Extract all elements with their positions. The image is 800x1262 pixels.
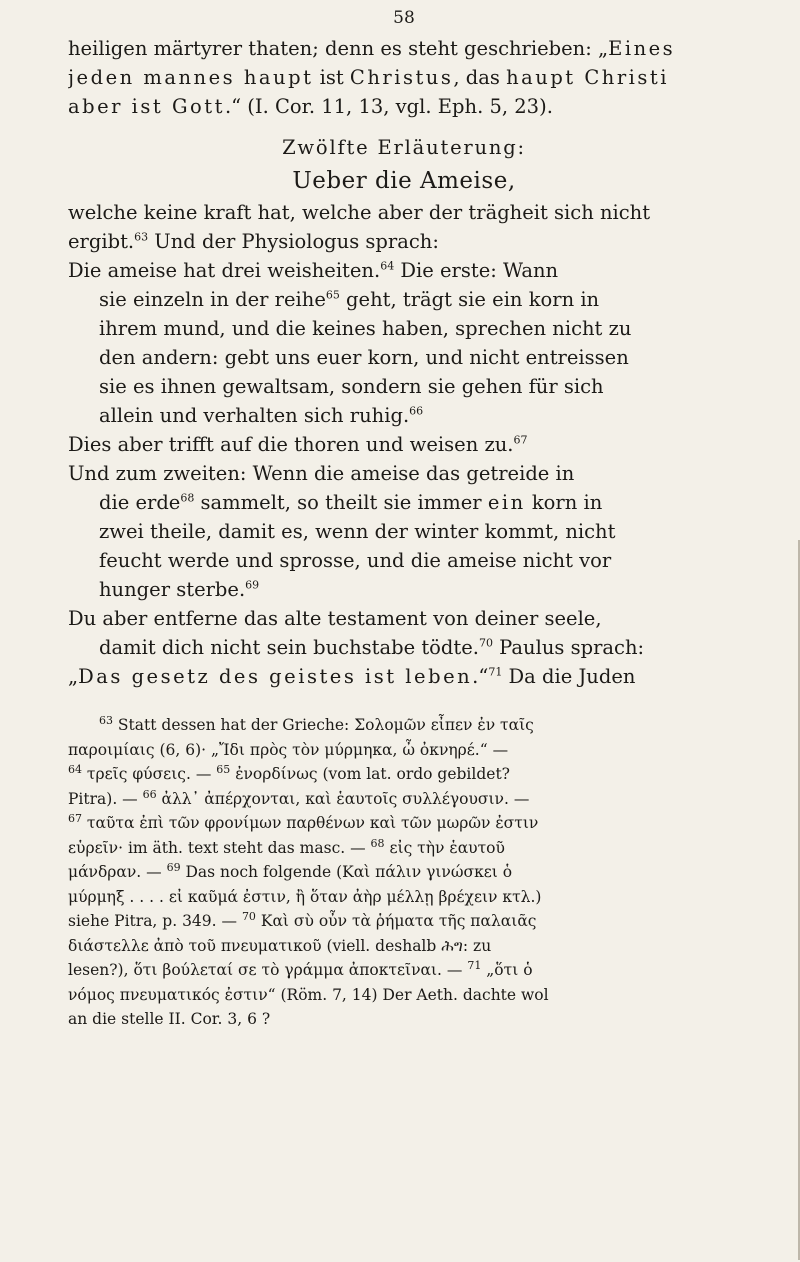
footnote-line — [68, 934, 740, 959]
text-run: Und der Physiologus sprach: — [148, 230, 439, 253]
footnote-ref: 70 — [241, 909, 256, 923]
text-run: ταῦτα ἐπὶ τῶν φρονίμων παρθένων καὶ τῶν μωρῶν ἐστιν — [82, 814, 539, 832]
text-line — [68, 164, 740, 198]
text-line — [68, 34, 740, 63]
text-line — [68, 256, 740, 285]
footnote-ref: 65 — [216, 762, 231, 776]
text-run: Da die Juden — [502, 665, 636, 688]
text-run: Statt dessen hat der Grieche: Σολομῶν εἶπεν ἐν ταῖς — [113, 716, 534, 734]
spaced-emphasis: haupt Christi — [506, 66, 669, 89]
text-line — [68, 459, 740, 488]
footnote-line — [68, 983, 740, 1008]
text-line — [68, 198, 740, 227]
text-line — [68, 63, 740, 92]
spaced-emphasis: jeden mannes haupt — [68, 66, 314, 89]
footnote-ref: 69 — [245, 578, 260, 592]
text-run: Und zum zweiten: Wenn die ameise das getreide in — [68, 462, 575, 485]
main-text — [68, 34, 740, 691]
text-run: νόμος πνευματικός ἐστιν“ (Röm. 7, 14) Der Aeth. dachte wol — [68, 985, 549, 1004]
text-run: an die stelle II. Cor. 3, 6 ? — [68, 1010, 271, 1028]
text-run: Ueber die Ameise, — [292, 168, 516, 194]
footnote-line — [68, 738, 740, 763]
text-run: , das — [453, 66, 507, 89]
text-run: welche keine kraft hat, welche aber der trägheit sich nicht — [68, 201, 651, 224]
footnote-ref: 71 — [488, 665, 503, 679]
text-run: feucht werde und sprosse, und die ameise nicht vor — [99, 549, 612, 572]
text-run: siehe Pitra, p. 349. — — [68, 912, 242, 930]
footnote-ref: 67 — [513, 433, 528, 447]
footnote-line — [68, 811, 740, 836]
text-run: Du aber entferne das alte testament von deiner seele, — [68, 607, 602, 630]
text-line — [68, 343, 740, 372]
text-line — [68, 633, 740, 662]
text-run: .“ (I. Cor. 11, 13, vgl. Eph. 5, 23). — [224, 95, 553, 118]
footnote-ref: 68 — [370, 836, 385, 850]
text-run: Das noch folgende (Καὶ πάλιν γινώσκει ὁ — [180, 863, 513, 881]
text-run: „ὅτι ὁ — [481, 961, 533, 979]
spaced-emphasis: Eines — [608, 37, 676, 60]
footnote-ref: 70 — [478, 636, 493, 650]
text-line — [68, 517, 740, 546]
text-run: παροιμίαις (6, 6)· „Ἴδι πρὸς τὸν μύρμηκα, ὦ ὀκνηρέ.“ — — [68, 740, 509, 759]
footnotes — [68, 713, 740, 1032]
spaced-emphasis: ein — [487, 491, 526, 514]
text-run: τρεῖς φύσεις. — — [82, 765, 217, 783]
footnote-line — [68, 860, 740, 885]
text-run: zwei theile, damit es, wenn der winter kommt, nicht — [99, 520, 616, 543]
text-run: korn in — [525, 491, 603, 514]
text-run: ist — [313, 66, 350, 89]
footnote-line — [68, 958, 740, 983]
text-line — [68, 488, 740, 517]
text-run: Paulus sprach: — [492, 636, 645, 659]
text-run: damit dich nicht sein buchstabe tödte. — [99, 636, 479, 659]
spaced-emphasis: Das gesetz des geistes ist leben — [78, 665, 473, 688]
text-run: εἰς τὴν ἑαυτοῦ — [384, 838, 505, 857]
text-run: Die ameise hat drei weisheiten. — [68, 259, 381, 282]
text-run: ἐνορδίνως (vom lat. ordo gebildet? — [230, 765, 510, 783]
text-line — [68, 662, 740, 691]
text-line — [68, 133, 740, 162]
text-run: heiligen märtyrer thaten; denn es steht geschrieben: „ — [68, 37, 609, 60]
text-line — [68, 314, 740, 343]
spaced-emphasis: aber ist Gott — [68, 95, 225, 118]
text-line — [68, 546, 740, 575]
page-number: 58 — [393, 8, 415, 28]
footnote-ref: 63 — [99, 713, 113, 727]
text-run: die erde — [99, 491, 181, 514]
text-run: sie es ihnen gewaltsam, sondern sie gehen für sich — [99, 375, 604, 398]
text-run: den andern: gebt uns euer korn, und nicht entreissen — [99, 346, 629, 369]
footnote-ref: 65 — [325, 288, 340, 302]
text-line — [68, 372, 740, 401]
footnote-line — [68, 885, 740, 910]
footnote-line — [68, 909, 740, 934]
text-line — [68, 604, 740, 633]
footnote-line — [68, 1007, 740, 1032]
footnote-ref: 68 — [180, 491, 195, 505]
text-run: διάστελλε ἀπὸ τοῦ πνευματικοῦ (viell. deshalb ሕግ: zu — [68, 936, 492, 955]
text-run: allein und verhalten sich ruhig. — [99, 404, 410, 427]
text-run: Dies aber trifft auf die thoren und weisen zu. — [68, 433, 514, 456]
text-line — [68, 227, 740, 256]
footnote-line — [68, 762, 740, 787]
text-line — [68, 285, 740, 314]
spaced-emphasis: Christus — [349, 66, 454, 89]
footnote-ref: 63 — [134, 230, 149, 244]
text-line — [68, 575, 740, 604]
text-run: μύρμηξ . . . . εἰ καῦμά ἐστιν, ἢ ὅταν ἀὴρ μέλλῃ βρέχειν κτλ.) — [68, 887, 542, 906]
footnote-ref: 64 — [380, 259, 395, 273]
text-run: ergibt. — [68, 230, 135, 253]
footnote-line — [68, 836, 740, 861]
text-run: geht, trägt sie ein korn in — [339, 288, 600, 311]
text-run: Zwölfte Erläuterung: — [282, 136, 526, 159]
footnote-line — [68, 713, 740, 738]
text-run: sammelt, so theilt sie immer — [194, 491, 488, 514]
text-line — [68, 92, 740, 121]
text-run: Pitra). — — [68, 789, 143, 808]
footnote-ref: 66 — [409, 404, 424, 418]
text-run: εὑρεῖν· im äth. text steht das masc. — — [68, 838, 371, 857]
footnote-ref: 67 — [68, 811, 82, 825]
footnote-ref: 66 — [142, 787, 157, 801]
text-line — [68, 401, 740, 430]
book-page — [68, 8, 740, 1032]
text-run: ihrem mund, und die keines haben, sprechen nicht zu — [99, 317, 632, 340]
footnote-ref: 64 — [68, 762, 82, 776]
text-run: Die erste: Wann — [394, 259, 559, 282]
footnote-ref: 69 — [166, 860, 181, 874]
text-run: Καὶ σὺ οὖν τὰ ῥήματα τῆς παλαιᾶς — [255, 912, 537, 930]
text-run: hunger sterbe. — [99, 578, 246, 601]
text-line — [68, 430, 740, 459]
text-run: lesen?), ὅτι βούλεταί σε τὸ γράμμα ἀποκτεῖναι. — — [68, 961, 468, 979]
footnote-line — [68, 787, 740, 812]
footnote-ref: 71 — [467, 958, 482, 972]
text-run: ἀλλ᾽ ἀπέρχονται, καὶ ἑαυτοῖς συλλέγουσιν. — — [156, 789, 530, 808]
text-run: „ — [68, 665, 79, 688]
text-run: .“ — [472, 665, 489, 688]
text-run: μάνδραν. — — [68, 863, 167, 881]
text-run: sie einzeln in der reihe — [99, 288, 326, 311]
